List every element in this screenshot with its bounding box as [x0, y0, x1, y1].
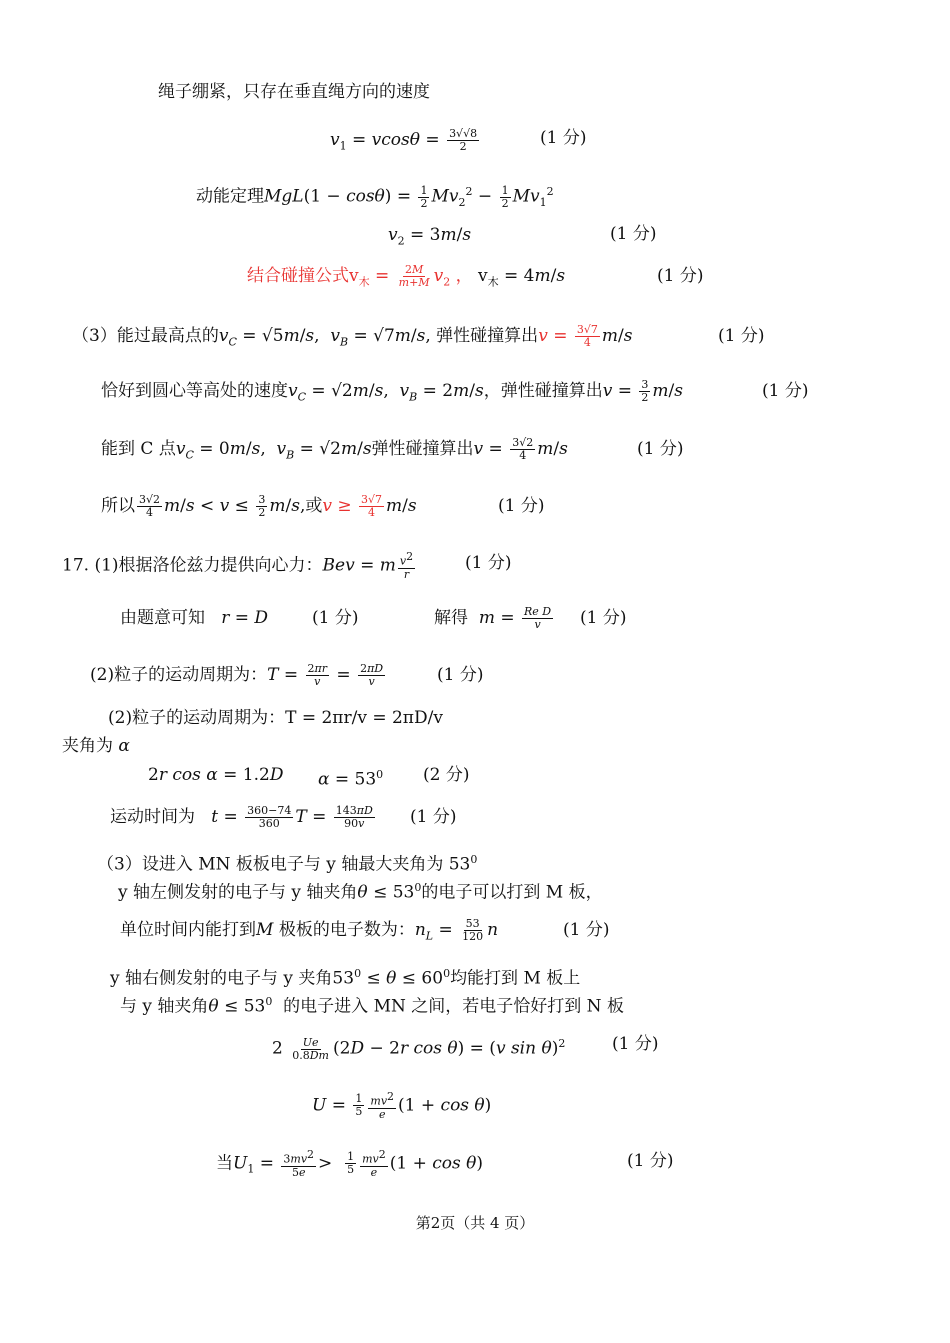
- formula-line: (2)粒子的运动周期为：T = $\frac{2\pi r}{v}$ = $\frac{2\pi D}{v}$: [90, 662, 384, 688]
- formula-line: （3）能过最高点的$v_C = √5m/s$, $v_B = √7m/s$, 弹性碰撞算出v = $\frac{3√7}{4}$ m/s: [72, 323, 633, 349]
- text-line: （3）设进入 MN 板板电子与 y 轴最大夹角为 $53^0$: [97, 853, 478, 875]
- formula-line: 能到 C 点$v_C = 0m/s$, $v_B = √2m/s$弹性碰撞算出v = $\frac{3√2}{4}$ m/s: [101, 436, 568, 462]
- formula-line: $\alpha = 53^0$: [318, 768, 384, 790]
- formula-line: U = $\frac{1}{5}$ $\frac{mv^2}{e}$ (1 + cos θ): [312, 1090, 492, 1121]
- score-points: (1 分): [465, 553, 512, 573]
- score-points: (1 分): [718, 326, 765, 346]
- text-line: (2)粒子的运动周期为：T = 2πr/v = 2πD/v: [108, 708, 443, 728]
- score-points: (1 分): [762, 381, 809, 401]
- formula-line: 恰好到圆心等高处的速度$v_C = √2m/s$, $v_B = 2m/s$，弹性碰撞算出v = $\frac{3}{2}$ m/s: [101, 378, 683, 404]
- formula-line: y 轴右侧发射的电子与 y 夹角$53^0 \le \theta \le 60^0$均能打到 M 板上: [110, 967, 581, 989]
- score-points: (1 分): [657, 266, 704, 286]
- formula-line: 由题意可知 r = D: [120, 608, 269, 628]
- text-line: 夹角为 α: [62, 736, 130, 756]
- score-points: (1 分): [498, 496, 545, 516]
- score-points: (1 分): [637, 439, 684, 459]
- formula-line: 解得 m = $\frac{\text{Re D}}{v}$: [434, 605, 552, 631]
- formula-line: 2 $\frac{Ue}{0.8Dm}$ (2D − 2r cos θ) = (v sin θ)$^2$: [272, 1035, 566, 1062]
- formula-line: 17. (1)根据洛伦兹力提供向心力：Bev = m $\frac{v^2}{r}$: [62, 550, 414, 581]
- formula-line: 运动时间为 t = $\frac{360-74}{360}$ T = $\frac{143\pi D}{90v}$: [110, 804, 373, 830]
- formula-line: 与 y 轴夹角$\theta \le 53^0$ 的电子进入 MN 之间，若电子恰好打到 N 板: [120, 995, 624, 1017]
- score-points: (1 分): [580, 608, 627, 628]
- score-points: (2 分): [423, 765, 470, 785]
- page-footer: 第2页（共 4 页）: [415, 1214, 535, 1232]
- formula-line: y 轴左侧发射的电子与 y 轴夹角$\theta \le 53^0$的电子可以打到 M 板，: [118, 881, 603, 903]
- formula-line: 所以 $\frac{3√2}{4}$ m/s < v ≤ $\frac{3}{2}$ m/s,或v ≥ $\frac{3√7}{4}$ m/s: [101, 493, 417, 519]
- score-points: (1 分): [610, 224, 657, 244]
- score-points: (1 分): [540, 128, 587, 148]
- text-line: 绳子绷紧，只存在垂直绳方向的速度: [158, 82, 430, 102]
- formula-line: 动能定理MgL(1 − cosθ) = $\frac{1}{2}$ $Mv_2^2$ − $\frac{1}{2}$ $Mv_1^2$: [196, 183, 554, 210]
- formula-line: 单位时间内能打到M 极板的电子数为：$n_L$ = $\frac{53}{120}$ n: [120, 917, 499, 943]
- score-points: (1 分): [410, 807, 457, 827]
- formula-line: 当$U_1$ = $\frac{3mv^2}{5e}$ > $\frac{1}{5}$ $\frac{mv^2}{e}$ (1 + cos θ): [216, 1148, 484, 1179]
- formula-line: $v_2 = 3m/s$: [388, 225, 472, 248]
- formula-line: 2r cos α = 1.2D: [148, 765, 284, 785]
- formula-line: 结合碰撞公式$v_木$ = $\frac{2M}{m+M}$ $v_2$ ， $v_木 = 4m/s$: [247, 263, 566, 289]
- score-points: (1 分): [627, 1151, 674, 1171]
- score-points: (1 分): [437, 665, 484, 685]
- formula-line: $v_1 = vcos\theta$ = $\frac{3√√8}{2}$: [330, 127, 478, 153]
- score-points: (1 分): [612, 1034, 659, 1054]
- score-points: (1 分): [563, 920, 610, 940]
- score-points: (1 分): [312, 608, 359, 628]
